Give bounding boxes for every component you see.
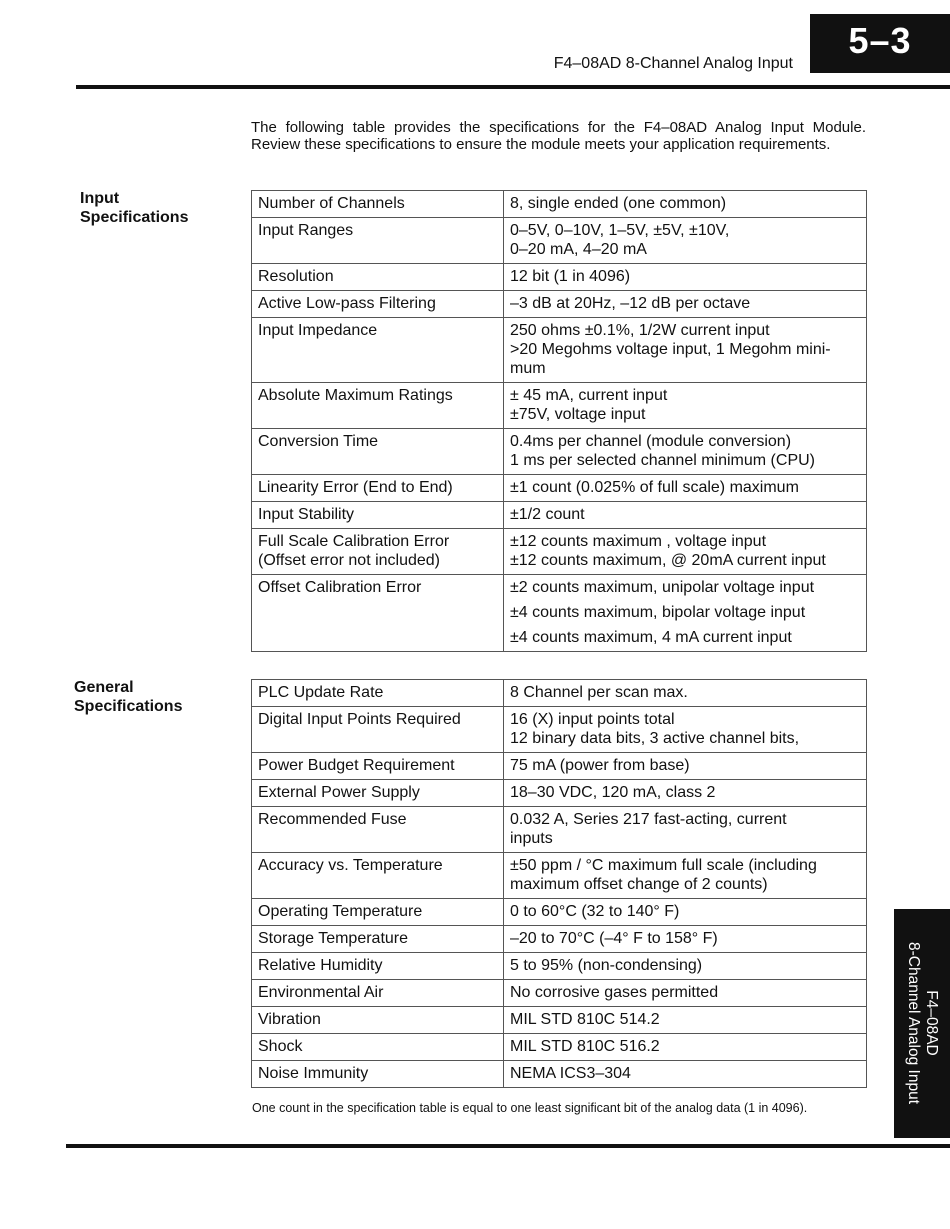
spec-value-cell xyxy=(504,953,867,980)
spec-value-cell xyxy=(504,926,867,953)
spec-row xyxy=(252,502,867,529)
spec-value-cell xyxy=(504,1007,867,1034)
spec-label: Linearity Error (End to End) xyxy=(258,479,453,496)
spec-label-cell xyxy=(252,475,504,502)
spec-label: Vibration xyxy=(258,1011,321,1028)
spec-row xyxy=(252,953,867,980)
spec-value-cell xyxy=(504,853,867,899)
spec-value: NEMA ICS3–304 xyxy=(510,1065,631,1082)
spec-value: 0–5V, 0–10V, 1–5V, ±5V, ±10V, xyxy=(510,222,730,239)
spec-label-cell xyxy=(252,780,504,807)
spec-label-cell xyxy=(252,429,504,475)
spec-value: 8 Channel per scan max. xyxy=(510,684,688,701)
spec-row xyxy=(252,899,867,926)
spec-value-cell xyxy=(504,264,867,291)
spec-row xyxy=(252,264,867,291)
spec-value-cell xyxy=(504,429,867,475)
spec-value-cell xyxy=(504,529,867,575)
spec-value: inputs xyxy=(510,830,553,847)
spec-label-cell xyxy=(252,191,504,218)
spec-value: ±12 counts maximum, @ 20mA current input xyxy=(510,552,826,569)
spec-value: –3 dB at 20Hz, –12 dB per octave xyxy=(510,295,751,312)
spec-value-cell xyxy=(504,680,867,707)
heading-line: Specifications xyxy=(74,698,183,715)
spec-value-cell xyxy=(504,502,867,529)
spec-row xyxy=(252,753,867,780)
spec-label: Relative Humidity xyxy=(258,957,383,974)
spec-value: mum xyxy=(510,360,546,377)
spec-value-cell xyxy=(504,318,867,383)
bottom-rule xyxy=(66,1144,950,1148)
spec-value-cell xyxy=(504,980,867,1007)
spec-label-cell xyxy=(252,680,504,707)
running-head: F4–08AD 8-Channel Analog Input xyxy=(553,55,793,72)
side-tab-text xyxy=(904,909,940,1138)
spec-label-cell xyxy=(252,264,504,291)
spec-row xyxy=(252,475,867,502)
spec-label: Absolute Maximum Ratings xyxy=(258,387,453,404)
spec-value-cell xyxy=(504,475,867,502)
spec-value: ±1 count (0.025% of full scale) maximum xyxy=(510,479,799,496)
spec-row xyxy=(252,1007,867,1034)
spec-value: 1 ms per selected channel minimum (CPU) xyxy=(510,452,815,469)
spec-value: 250 ohms ±0.1%, 1/2W current input xyxy=(510,322,770,339)
spec-value: ±1/2 count xyxy=(510,506,585,523)
input-specifications-table xyxy=(251,190,867,652)
spec-value-cell xyxy=(504,780,867,807)
spec-label: Shock xyxy=(258,1038,303,1055)
spec-value: ±50 ppm / °C maximum full scale (including xyxy=(510,857,817,874)
spec-value-cell xyxy=(504,191,867,218)
spec-label: External Power Supply xyxy=(258,784,420,801)
spec-label-cell xyxy=(252,1034,504,1061)
heading-line: Input xyxy=(80,190,120,207)
spec-label-cell xyxy=(252,1007,504,1034)
spec-value: No corrosive gases permitted xyxy=(510,984,719,1001)
spec-label-cell xyxy=(252,980,504,1007)
spec-value: 16 (X) input points total xyxy=(510,711,675,728)
spec-label-cell xyxy=(252,853,504,899)
side-tab-line: F4–08AD xyxy=(923,990,940,1056)
spec-label: Full Scale Calibration Error xyxy=(258,533,450,550)
spec-label: Offset Calibration Error xyxy=(258,579,422,596)
spec-value: >20 Megohms voltage input, 1 Megohm mini- xyxy=(510,341,831,358)
spec-label-cell xyxy=(252,899,504,926)
spec-value-cell xyxy=(504,707,867,753)
heading-line: General xyxy=(74,679,134,696)
spec-row xyxy=(252,291,867,318)
spec-value: 0 to 60°C (32 to 140° F) xyxy=(510,903,680,920)
spec-label-cell xyxy=(252,291,504,318)
spec-label: Input Impedance xyxy=(258,322,378,339)
spec-value: ±75V, voltage input xyxy=(510,406,646,423)
spec-row xyxy=(252,1061,867,1088)
spec-label-cell xyxy=(252,383,504,429)
spec-row xyxy=(252,926,867,953)
spec-label: Noise Immunity xyxy=(258,1065,369,1082)
spec-label: Accuracy vs. Temperature xyxy=(258,857,443,874)
spec-label-cell xyxy=(252,953,504,980)
spec-label: Active Low-pass Filtering xyxy=(258,295,436,312)
input-specifications-heading xyxy=(80,189,188,227)
spec-value-cell xyxy=(504,218,867,264)
spec-row xyxy=(252,529,867,575)
spec-value: 5 to 95% (non-condensing) xyxy=(510,957,703,974)
spec-value: 12 binary data bits, 3 active channel bits, xyxy=(510,730,800,747)
spec-row xyxy=(252,383,867,429)
spec-row xyxy=(252,575,867,652)
spec-value: maximum offset change of 2 counts) xyxy=(510,876,768,893)
spec-value: ±4 counts maximum, 4 mA current input xyxy=(510,629,792,646)
top-rule xyxy=(76,85,950,89)
spec-value: 75 mA (power from base) xyxy=(510,757,690,774)
spec-value: MIL STD 810C 514.2 xyxy=(510,1011,660,1028)
spec-row xyxy=(252,191,867,218)
spec-value: ±4 counts maximum, bipolar voltage input xyxy=(510,604,806,621)
spec-label-cell xyxy=(252,807,504,853)
spec-value: 12 bit (1 in 4096) xyxy=(510,268,631,285)
page-number: 5–3 xyxy=(810,14,950,73)
spec-label-cell xyxy=(252,529,504,575)
general-specifications-heading xyxy=(74,678,182,716)
spec-value-cell xyxy=(504,899,867,926)
spec-label-cell xyxy=(252,575,504,652)
spec-label: Power Budget Requirement xyxy=(258,757,455,774)
spec-row xyxy=(252,680,867,707)
spec-label-cell xyxy=(252,502,504,529)
chapter-side-tab xyxy=(894,909,950,1138)
spec-label-cell xyxy=(252,753,504,780)
spec-label-cell xyxy=(252,218,504,264)
footnote: One count in the specification table is equal to one least significant bit of the analog data (1 in 4096). xyxy=(252,1101,808,1115)
spec-label: (Offset error not included) xyxy=(258,552,441,569)
spec-value-cell xyxy=(504,807,867,853)
spec-value-cell xyxy=(504,1034,867,1061)
spec-label-cell xyxy=(252,926,504,953)
spec-label: Number of Channels xyxy=(258,195,405,212)
spec-label: PLC Update Rate xyxy=(258,684,384,701)
spec-value: 0.4ms per channel (module conversion) xyxy=(510,433,792,450)
spec-label: Storage Temperature xyxy=(258,930,409,947)
general-specifications-table xyxy=(251,679,867,1088)
spec-value: –20 to 70°C (–4° F to 158° F) xyxy=(510,930,718,947)
spec-value-cell xyxy=(504,291,867,318)
spec-label: Input Ranges xyxy=(258,222,354,239)
spec-row xyxy=(252,807,867,853)
spec-value: 0.032 A, Series 217 fast-acting, current xyxy=(510,811,787,828)
spec-label: Environmental Air xyxy=(258,984,384,1001)
spec-value: ±12 counts maximum , voltage input xyxy=(510,533,767,550)
spec-label-cell xyxy=(252,318,504,383)
spec-row xyxy=(252,980,867,1007)
spec-row xyxy=(252,429,867,475)
heading-line: Specifications xyxy=(80,209,189,226)
side-tab-line: 8-Channel Analog Input xyxy=(905,941,922,1105)
spec-label: Conversion Time xyxy=(258,433,379,450)
spec-row xyxy=(252,218,867,264)
spec-value: 0–20 mA, 4–20 mA xyxy=(510,241,647,258)
intro-paragraph: The following table provides the specifications for the F4–08AD Analog Input Module. Review these specifications to ensure the module meets your application requirements. xyxy=(251,119,866,153)
spec-value-cell xyxy=(504,753,867,780)
spec-row xyxy=(252,1034,867,1061)
spec-label: Operating Temperature xyxy=(258,903,423,920)
spec-value: ± 45 mA, current input xyxy=(510,387,668,404)
spec-label-cell xyxy=(252,707,504,753)
spec-label: Digital Input Points Required xyxy=(258,711,461,728)
spec-value: 8, single ended (one common) xyxy=(510,195,727,212)
spec-row xyxy=(252,318,867,383)
spec-value: 18–30 VDC, 120 mA, class 2 xyxy=(510,784,716,801)
spec-row xyxy=(252,853,867,899)
spec-value: MIL STD 810C 516.2 xyxy=(510,1038,660,1055)
spec-value-cell xyxy=(504,575,867,652)
spec-label-cell xyxy=(252,1061,504,1088)
spec-label: Resolution xyxy=(258,268,334,285)
spec-label: Recommended Fuse xyxy=(258,811,407,828)
spec-value-cell xyxy=(504,1061,867,1088)
spec-label: Input Stability xyxy=(258,506,355,523)
spec-row xyxy=(252,707,867,753)
spec-row xyxy=(252,780,867,807)
spec-value-cell xyxy=(504,383,867,429)
spec-value: ±2 counts maximum, unipolar voltage input xyxy=(510,579,815,596)
